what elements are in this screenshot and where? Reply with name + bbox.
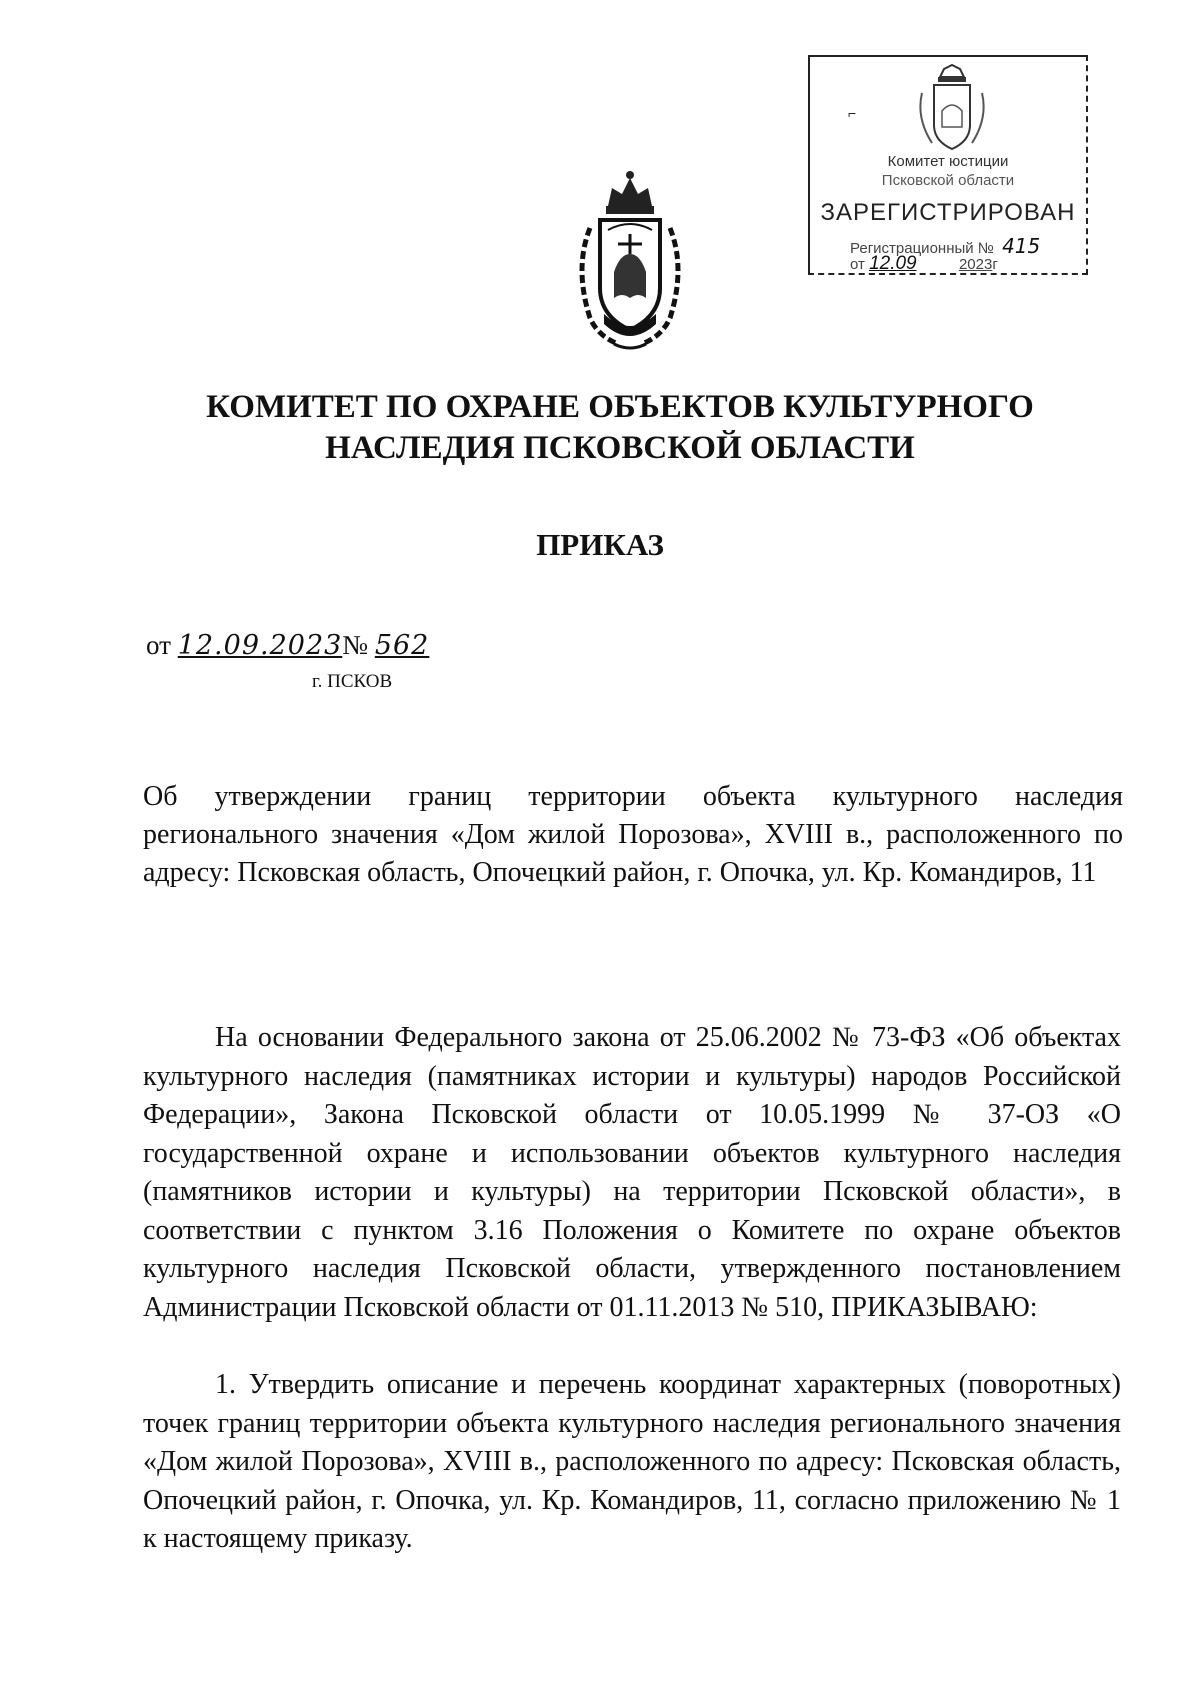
- body-paragraph-item-1: 1. Утвердить описание и перечень координат характерных (поворотных) точек границ территории объекта культурного наследия регионального значения «Дом жилой Порозова», XVIII в., расположенного по адресу: Псковская область, Опочецкий район, г. Опочка, ул. Кр. Командиров, 11, согласно приложению № 1 к настоящему приказу.: [143, 1369, 1121, 1554]
- registration-stamp: [808, 55, 1088, 275]
- stamp-year: 2023: [958, 256, 993, 273]
- organization-name-line1: КОМИТЕТ ПО ОХРАНЕ ОБЪЕКТОВ КУЛЬТУРНОГО: [206, 389, 1034, 425]
- document-type-heading: ПРИКАЗ: [536, 527, 664, 562]
- stamp-reg-label: Регистрационный №: [850, 240, 994, 257]
- document-city: г. ПСКОВ: [312, 671, 393, 692]
- stamp-year-suffix: г: [992, 256, 998, 273]
- stamp-date-row: [850, 253, 998, 275]
- pskov-coat-of-arms-icon: [568, 168, 692, 353]
- document-title: Об утверждении границ территории объекта культурного наследия регионального значения «Дом жилой Порозова», XVIII в., расположенного по адресу: Псковская область, Опочецкий район, г. Опочка, ул. Кр. Командиров, 11: [143, 781, 1123, 888]
- stamp-mark: ⌐: [848, 105, 857, 121]
- organization-name-line2: НАСЛЕДИЯ ПСКОВСКОЙ ОБЛАСТИ: [325, 430, 915, 466]
- document-date: 12.09.2023: [177, 630, 343, 661]
- pskov-coat-of-arms-small-icon: [912, 63, 992, 158]
- stamp-date-prefix: от: [850, 256, 865, 273]
- document-date-number: [146, 630, 429, 661]
- number-label: №: [342, 630, 369, 660]
- stamp-reg-number: 415: [1002, 234, 1041, 258]
- stamp-status: ЗАРЕГИСТРИРОВАН: [820, 199, 1076, 226]
- stamp-authority-line1: Комитет юстиции: [887, 153, 1009, 170]
- date-prefix: от: [146, 630, 171, 660]
- document-number: 562: [374, 630, 430, 661]
- stamp-date-value: 12.09: [869, 253, 917, 274]
- body-paragraph-basis: На основании Федерального закона от 25.06.2002 № 73-ФЗ «Об объектах культурного наследия (памятниках истории и культуры) народов Российской Федерации», Закона Псковской области от 10.05.1999 № 37-ОЗ «О государственной охране и использовании объектов культурного наследия (памятников истории и культуры) на территории Псковской области», в соответствии с пунктом 3.16 Положения о Комитете по охране объектов культурного наследия Псковской области, утвержденного постановлением Администрации Псковской области от 01.11.2013 № 510, ПРИКАЗЫВАЮ:: [143, 1022, 1121, 1323]
- stamp-authority-line2: Псковской области: [881, 172, 1015, 189]
